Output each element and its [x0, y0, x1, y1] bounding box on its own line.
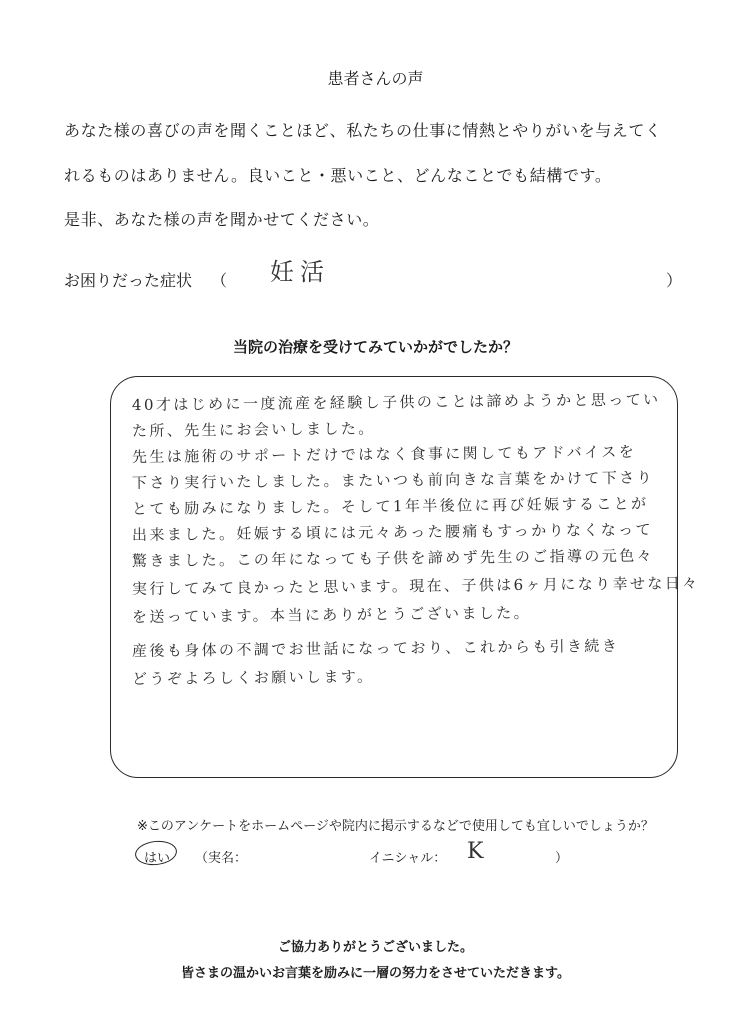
- answer-line: 実行してみて良かったと思います。現在、子供は6ヶ月になり幸せな日々: [131, 574, 700, 598]
- answer-line: どうぞよろしくお願いします。: [131, 667, 375, 688]
- symptom-row: [64, 258, 684, 298]
- intro-line-1: あなた様の喜びの声を聞くことほど、私たちの仕事に情熱とやりがいを与えてく: [64, 121, 662, 140]
- answer-line: た所、先生にお会いしました。: [131, 419, 376, 440]
- realname-label: （実名：: [195, 851, 248, 866]
- consent-row: [137, 839, 597, 873]
- symptom-value: 妊活: [270, 258, 330, 286]
- answer-line: 40才はじめに一度流産を経験し子供のことは諦めようかと思ってい: [131, 390, 661, 414]
- question-heading: 当院の治療を受けてみていかがでしたか？: [232, 338, 518, 356]
- symptom-close-paren: ）: [666, 271, 683, 290]
- initial-value: K: [467, 839, 484, 864]
- answer-line: 下さり実行いたしました。またいつも前向きな言葉をかけて下さり: [131, 468, 655, 492]
- consent-yes-option[interactable]: はい: [144, 851, 171, 866]
- intro-line-2: れるものはありません。良いこと・悪いこと、どんなことでも結構です。: [64, 166, 612, 185]
- consent-close-paren: ）: [555, 851, 569, 866]
- thanks-line-2: 皆さまの温かいお言葉を励みに一層の努力をさせていただきます。: [181, 966, 570, 981]
- answer-line: とても励みになりました。そして1年半後位に再び妊娠することが: [131, 494, 649, 518]
- answer-line: を送っています。本当にありがとうございました。: [131, 603, 532, 626]
- answer-line: 先生は施術のサポートだけではなく食事に関してもアドバイスを: [131, 442, 637, 466]
- consent-question: ※このアンケートをホームページや院内に掲示するなどで使用しても宜しいでしょうか？: [137, 819, 654, 834]
- initial-label: イニシャル：: [369, 851, 447, 866]
- page-title: 患者さんの声: [327, 69, 424, 88]
- symptom-open-paren: （: [211, 271, 228, 290]
- answer-line: 産後も身体の不調でお世話になっており、これからも引き続き: [131, 636, 620, 660]
- symptom-label: お困りだった症状: [64, 271, 193, 290]
- intro-line-3: 是非、あなた様の声を聞かせてください。: [64, 210, 380, 229]
- answer-line: 出来ました。妊娠する頃には元々あった腰痛もすっかりなくなって: [131, 520, 654, 544]
- thanks-line-1: ご協力ありがとうございました。: [277, 940, 473, 955]
- answer-line: 驚きました。この年になっても子供を諦めず先生のご指導の元色々: [131, 546, 655, 570]
